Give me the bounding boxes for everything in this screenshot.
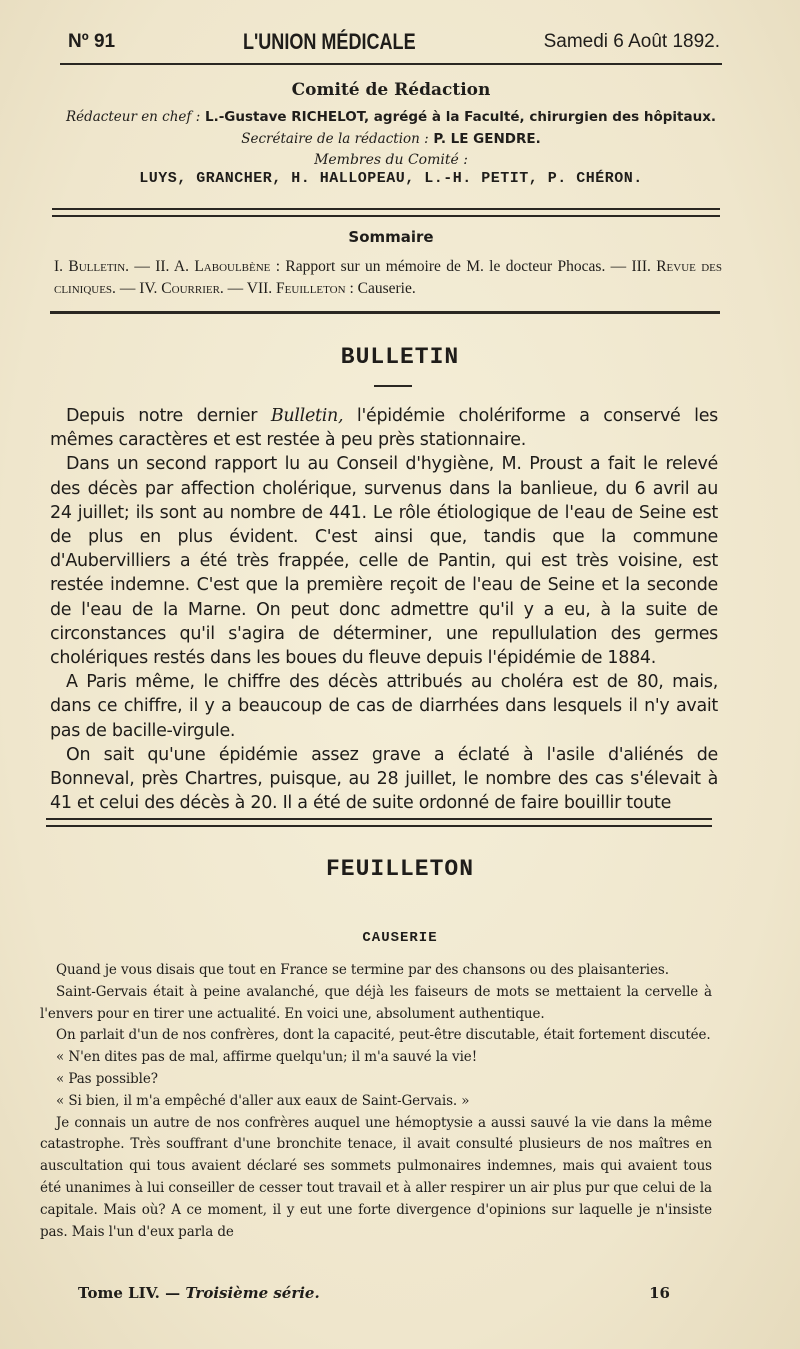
- committee-heading: Comité de Rédaction: [291, 80, 491, 100]
- toc-num: I.: [54, 258, 64, 275]
- page-header: [68, 22, 720, 62]
- toc-title: Courrier.: [161, 280, 224, 297]
- feuilleton-paragraph: On parlait d'un de nos confrères, dont la capacité, peut-être discutable, était fortement discutée.: [56, 1027, 711, 1044]
- issue-number: Nº 91: [68, 31, 116, 52]
- toc-title: Laboulbène: [194, 258, 271, 275]
- bulletin-paragraph: A Paris même, le chiffre des décès attribués au choléra est de 80, mais, dans ce chiffre, il y a beaucoup de cas de diarrhées dans lesquels il n'y avait pas de bacille-virgule.: [50, 672, 718, 741]
- feuilleton-paragraph: Je connais un autre de nos confrères auquel une hémoptysie a aussi sauvé la vie dans la même catastrophe. Très souffrant d'une bronchite tenace, il avait consulté plusieurs de nos maîtres en auscultation qui tous avaient déclaré ses sommets pulmonaires indemnes, mais qui avaient tous été unanimes à lui conseiller de cesser tout travail et à aller respirer un air plus pur que celui de la capitale. Mais où? A ce moment, il y eut une forte divergence d'opinions sur laquelle je n'insiste pas. Mais l'un d'eux parla de: [40, 1114, 712, 1240]
- series-label: Troisième série.: [185, 1284, 320, 1302]
- bulletin-paragraph: On sait qu'une épidémie assez grave a éclaté à l'asile d'aliénés de Bonneval, près Chartres, puisque, au 28 juillet, le nombre des cas s'élevait à 41 et celui des décès à 20. Il a été de suite ordonné de faire bouillir toute: [50, 744, 718, 814]
- secretary-label: Secrétaire de la rédaction :: [241, 131, 429, 147]
- editor-line: [60, 106, 722, 128]
- feuilleton-paragraph: Saint-Gervais était à peine avalanché, que déjà les faiseurs de mots se mettaient la cervelle à l'envers pour en tirer une actualité. En voici une, absolument authentique.: [40, 983, 712, 1022]
- feuilleton-article: [40, 960, 712, 1243]
- toc-divider: [50, 311, 720, 314]
- toc-text: : Causerie.: [345, 280, 416, 297]
- bulletin-title: BULLETIN: [340, 344, 460, 370]
- toc-title: Revue des cliniques.: [54, 258, 723, 297]
- editorial-committee: [60, 80, 722, 187]
- toc-title: Feuilleton: [276, 280, 346, 297]
- journal-title: L'UNION MÉDICALE: [242, 29, 416, 54]
- table-of-contents: [54, 228, 723, 300]
- toc-text: — IV.: [115, 280, 162, 297]
- feuilleton-title: FEUILLETON: [325, 856, 475, 882]
- page-number: 16: [649, 1284, 670, 1302]
- editor-text: L.-Gustave RICHELOT, agrégé à la Faculté, chirurgien des hôpitaux.: [204, 109, 717, 125]
- toc-text: — VII.: [223, 280, 277, 297]
- members-label: Membres du Comité :: [314, 152, 468, 168]
- toc-heading: Sommaire: [348, 228, 434, 246]
- feuilleton-paragraph: Quand je vous disais que tout en France se termine par des chansons ou des plaisanteries.: [56, 962, 669, 978]
- toc-body: [54, 256, 722, 300]
- secretary-text: P. LE GENDRE.: [433, 131, 541, 147]
- toc-text: : Rapport sur un mémoire de M. le docteur Phocas. —: [270, 258, 627, 275]
- issue-date: Samedi 6 Août 1892.: [543, 31, 720, 52]
- feuilleton-paragraph: « Pas possible?: [56, 1070, 158, 1087]
- causerie-subtitle: CAUSERIE: [362, 930, 438, 946]
- committee-divider: [52, 208, 720, 217]
- volume-info: Tome LIV. — Troisième série.: [78, 1284, 320, 1302]
- bulletin-italic: Bulletin,: [270, 406, 344, 426]
- bulletin-title-rule: [374, 385, 412, 387]
- feuilleton-paragraph: « N'en dites pas de mal, affirme quelqu'un; il m'a sauvé la vie!: [56, 1049, 478, 1066]
- members-list: LUYS, GRANCHER, H. HALLOPEAU, L.-H. PETIT, P. CHÉRON.: [139, 170, 643, 187]
- feuilleton-paragraph: « Si bien, il m'a empêché d'aller aux eaux de Saint-Gervais. »: [56, 1092, 470, 1109]
- bulletin-paragraph: Depuis notre dernier Bulletin, l'épidémie cholériforme a conservé les mêmes caractères et est restée à peu près stationnaire.: [50, 406, 718, 451]
- toc-num: III.: [631, 258, 651, 275]
- feuilleton-divider: [46, 818, 712, 827]
- header-rule: [60, 63, 722, 65]
- toc-text: — II. A.: [134, 258, 195, 275]
- secretary-line: [60, 128, 722, 150]
- editor-label: Rédacteur en chef :: [65, 109, 201, 125]
- bulletin-paragraph: Dans un second rapport lu au Conseil d'hygiène, M. Proust a fait le relevé des décès par affection cholérique, survenus dans la banlieue, du 6 avril au 24 juillet; ils sont au nombre de 441. Le rôle étiologique de l'eau de Seine est de plus en plus évident. C'est ainsi que, tandis que la commune d'Aubervilliers a été très frappée, celle de Pantin, qui est très voisine, est restée indemne. C'est que la première reçoit de l'eau de Seine et la seconde de l'eau de la Marne. On peut donc admettre qu'il y a eu, à la suite de circonstances qu'il s'agira de déterminer, une repullulation des germes cholériques restés dans les boues du fleuve depuis l'épidémie de 1884.: [50, 454, 718, 669]
- toc-title: Bulletin.: [68, 258, 130, 275]
- bulletin-article: [50, 404, 718, 815]
- page-footer: [78, 1284, 670, 1302]
